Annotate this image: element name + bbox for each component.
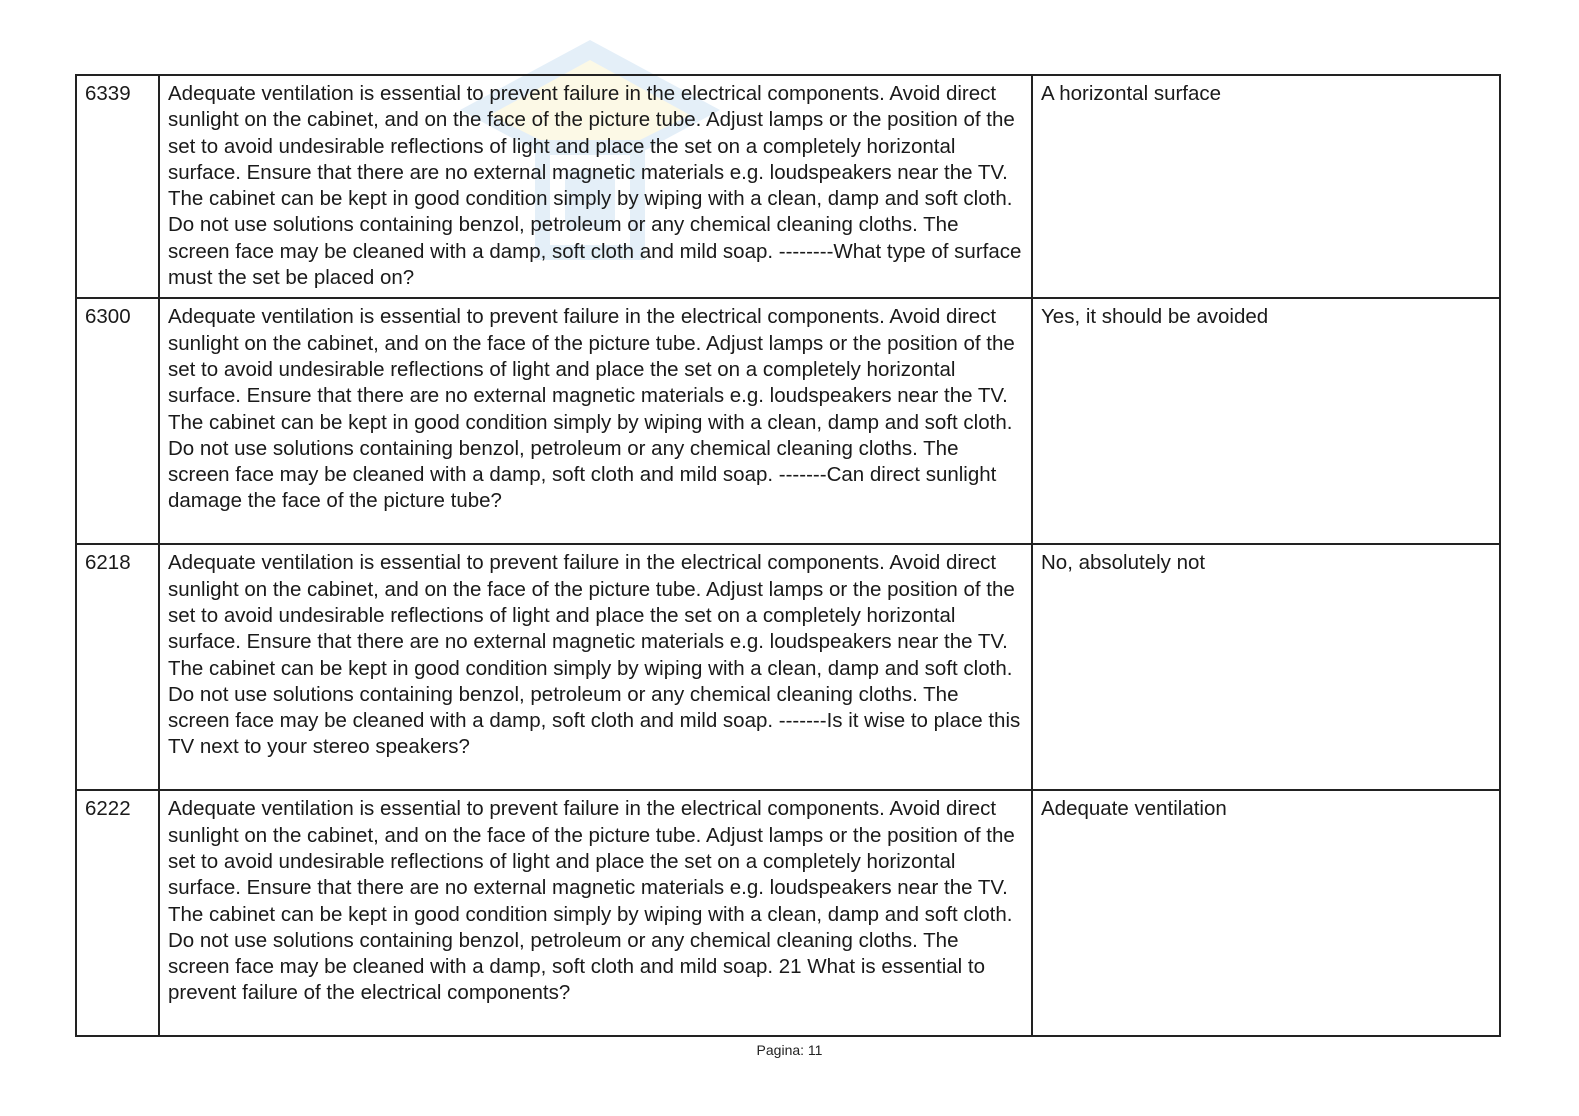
page-number: Pagina: 11 [756,1042,823,1058]
row-id: 6339 [76,75,159,298]
row-id: 6222 [76,790,159,1036]
qa-table [75,74,1501,1037]
row-passage: Adequate ventilation is essential to prevent failure in the electrical components. Avoid direct sunlight on the cabinet, and on the face of the picture tube. Adjust lamps or the position of the set to avoid undesirable reflections of light and place the set on a completely horizontal surface. Ensure that there are no external magnetic materials e.g. loudspeakers near the TV. The cabinet can be kept in good condition simply by wiping with a clean, damp and soft cloth. Do not use solutions containing benzol, petroleum or any chemical cleaning cloths. The screen face may be cleaned with a damp, soft cloth and mild soap. --------What type of surface must the set be placed on? [159,75,1032,298]
row-passage: Adequate ventilation is essential to prevent failure in the electrical components. Avoid direct sunlight on the cabinet, and on the face of the picture tube. Adjust lamps or the position of the set to avoid undesirable reflections of light and place the set on a completely horizontal surface. Ensure that there are no external magnetic materials e.g. loudspeakers near the TV. The cabinet can be kept in good condition simply by wiping with a clean, damp and soft cloth. Do not use solutions containing benzol, petroleum or any chemical cleaning cloths. The screen face may be cleaned with a damp, soft cloth and mild soap. -------Is it wise to place this TV next to your stereo speakers? [159,544,1032,790]
table-row [76,75,1500,298]
row-answer: No, absolutely not [1032,544,1500,790]
row-passage: Adequate ventilation is essential to prevent failure in the electrical components. Avoid direct sunlight on the cabinet, and on the face of the picture tube. Adjust lamps or the position of the set to avoid undesirable reflections of light and place the set on a completely horizontal surface. Ensure that there are no external magnetic materials e.g. loudspeakers near the TV. The cabinet can be kept in good condition simply by wiping with a clean, damp and soft cloth. Do not use solutions containing benzol, petroleum or any chemical cleaning cloths. The screen face may be cleaned with a damp, soft cloth and mild soap. 21 What is essential to prevent failure of the electrical components? [159,790,1032,1036]
row-answer: Yes, it should be avoided [1032,298,1500,544]
row-id: 6218 [76,544,159,790]
row-answer: A horizontal surface [1032,75,1500,298]
table-row [76,298,1500,544]
table-row [76,790,1500,1036]
row-answer: Adequate ventilation [1032,790,1500,1036]
table-row [76,544,1500,790]
row-passage: Adequate ventilation is essential to prevent failure in the electrical components. Avoid direct sunlight on the cabinet, and on the face of the picture tube. Adjust lamps or the position of the set to avoid undesirable reflections of light and place the set on a completely horizontal surface. Ensure that there are no external magnetic materials e.g. loudspeakers near the TV. The cabinet can be kept in good condition simply by wiping with a clean, damp and soft cloth. Do not use solutions containing benzol, petroleum or any chemical cleaning cloths. The screen face may be cleaned with a damp, soft cloth and mild soap. -------Can direct sunlight damage the face of the picture tube? [159,298,1032,544]
row-id: 6300 [76,298,159,544]
